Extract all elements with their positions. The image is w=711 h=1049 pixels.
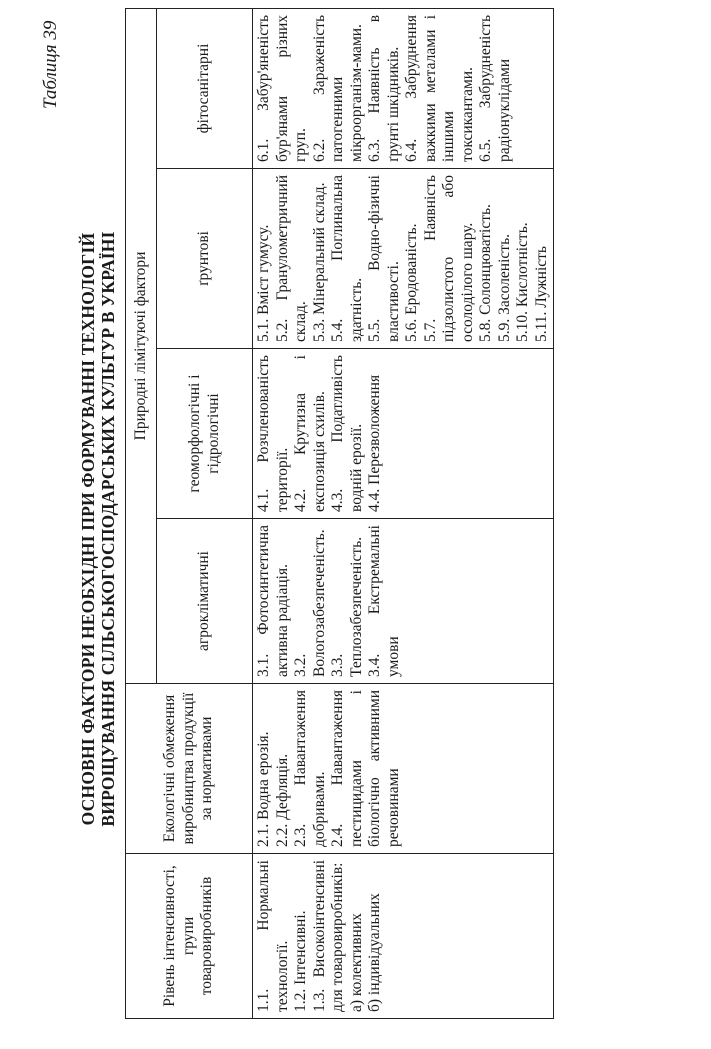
list-item: 6.1. Забур'яненість бур'янами різних груп.: [255, 14, 309, 162]
list-item: 2.2. Дефляція.: [273, 753, 291, 847]
list-item: 5.5. Водно-фізичні властивості.: [366, 175, 402, 342]
list-item: 5.3. Мінеральний склад.: [310, 182, 328, 342]
title-line-1: ОСНОВНІ ФАКТОРИ НЕОБХІДНІ ПРИ ФОРМУВАННІ ТЕХНОЛОГІЙ: [78, 232, 98, 826]
cell-restrictions: [253, 684, 554, 854]
list-item: 5.4. Поглинальна здатність.: [329, 175, 365, 342]
list-item: 6.3. Наявність в ґрунті шкідників.: [366, 14, 402, 162]
header-intensity: Рівень інтенсивності, групи товаровиробників: [126, 854, 253, 1019]
header-row-1: [126, 8, 157, 1018]
cell-agroclimatic: [253, 519, 554, 684]
list-item: 5.1. Вміст гумусу.: [255, 224, 272, 342]
header-phyto: фітосанітарні: [157, 8, 253, 168]
list-item: 2.1. Водна ерозія.: [255, 731, 272, 847]
list-item: 5.10. Кислотність.: [514, 222, 531, 342]
list-item: 5.11. Лужність: [532, 245, 550, 342]
list-item: 5.9. Засоленість.: [495, 233, 513, 342]
factors-table: [125, 8, 554, 1019]
list-item: 6.4. Забруднення важкими металами і іншими токсикантами.: [403, 14, 476, 162]
list-item: 2.3. Навантаження добривами.: [292, 690, 328, 847]
list-item: 4.2. Крутизна і експозиція схилів.: [292, 355, 328, 512]
list-item: 5.8. Солонцюватість.: [477, 204, 494, 342]
list-item: 5.6. Еродованість.: [403, 223, 420, 342]
list-item: 1.3. Високоінтенсивні для товаровиробників:: [310, 860, 346, 1012]
list-item: 4.1. Розчленованість території.: [255, 355, 291, 512]
list-item: 4.4. Перезволоження: [366, 374, 383, 512]
list-item: 3.3. Теплозабезпеченість.: [329, 536, 365, 677]
list-item: а) колективних: [347, 913, 365, 1012]
cell-intensity: [253, 854, 554, 1019]
list-item: 6.2. Зараженість патогенними мікроорганізм-мами.: [310, 14, 365, 162]
list-item: 3.4. Екстремальні умови: [366, 525, 402, 677]
header-soil: ґрунтові: [157, 169, 253, 349]
list-item: 3.2. Вологозабезпеченість.: [292, 529, 328, 677]
table-title: [78, 9, 118, 1049]
list-item: 5.7. Наявність підзолистого або осолоділого шару.: [421, 175, 476, 342]
cell-soil: [253, 169, 554, 349]
header-geomorph: геоморфологічні і гідрологічні: [157, 349, 253, 519]
list-item: 1.1. Нормальні технології.: [255, 860, 291, 1012]
title-line-2: ВИРОЩУВАННЯ СІЛЬСЬКОГОСПОДАРСЬКИХ КУЛЬТУР В УКРАЇНІ: [98, 231, 118, 827]
table-caption: Таблиця 39: [40, 20, 61, 109]
header-agroclimatic: агрокліматичні: [157, 519, 253, 684]
body-row: [253, 8, 554, 1018]
list-item: 6.5. Забрудненість радіонуклідами: [477, 14, 513, 162]
list-item: 4.3. Податливість водній ерозії.: [329, 355, 365, 512]
header-natural-factors: Природні лімітуючі фактори: [126, 8, 157, 683]
list-item: 3.1. Фотосинтетична активна радіація.: [255, 525, 291, 677]
cell-geomorph: [253, 349, 554, 519]
list-item: б) індивідуальних: [366, 893, 383, 1012]
list-item: 5.2. Гранулометричний склад.: [273, 175, 309, 342]
list-item: 2.4. Навантаження пестицидами і біологічно активними речовинами: [329, 690, 402, 847]
list-item: 1.2. Інтенсивні.: [292, 910, 309, 1012]
header-restrictions: Екологічні обмеження виробництва продукції за нормативами: [126, 684, 253, 854]
cell-phyto: [253, 8, 554, 168]
